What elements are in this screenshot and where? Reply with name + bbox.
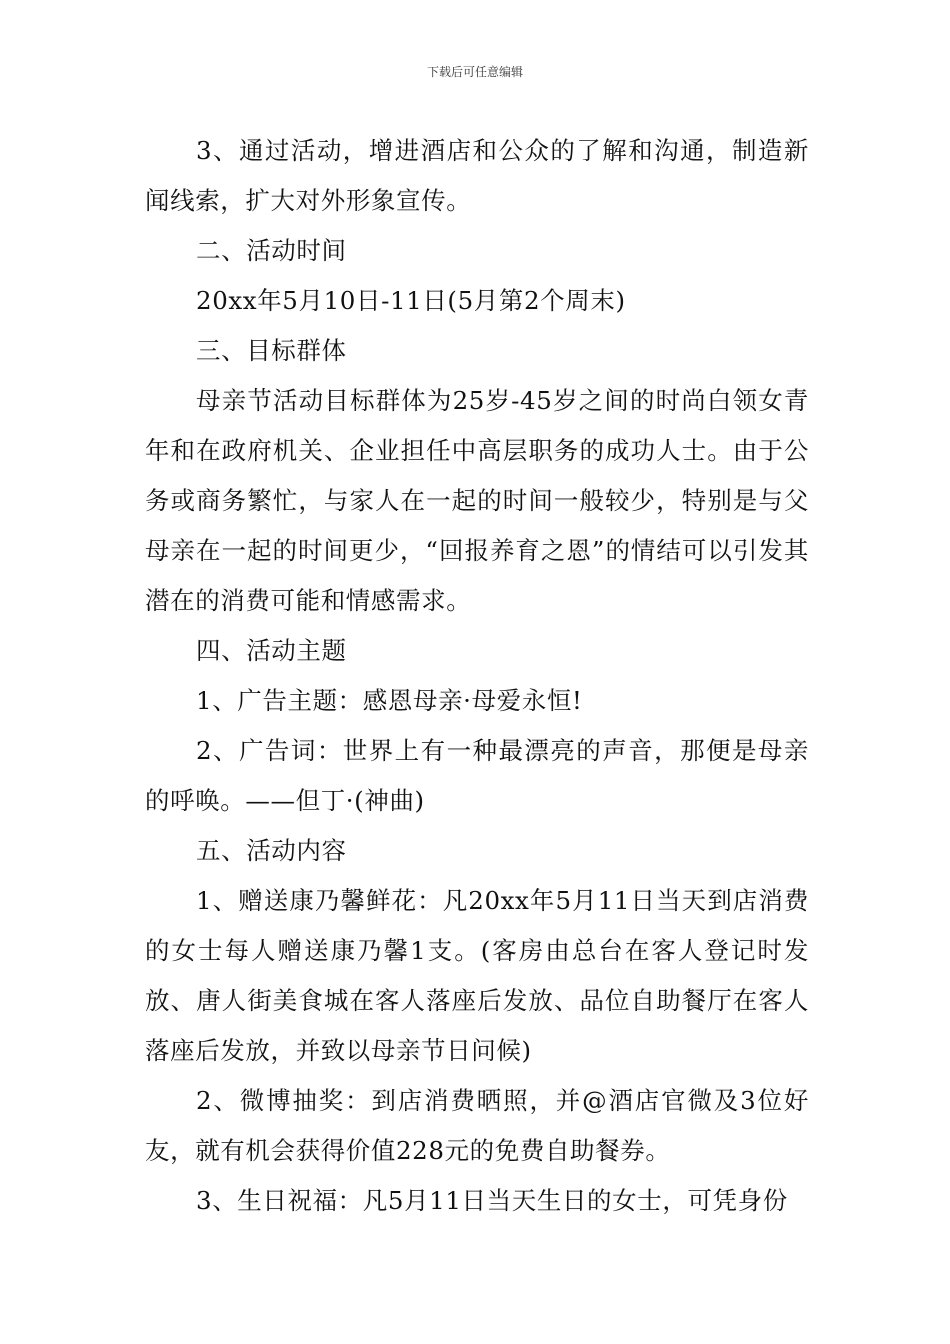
section-heading-target-group: 三、目标群体 xyxy=(196,336,347,365)
document-body xyxy=(145,126,809,1226)
paragraph-goal-3: 3、通过活动，增进酒店和公众的了解和沟通，制造新闻线索，扩大对外形象宣传。 xyxy=(145,136,809,215)
paragraph-carnation-gift: 1、赠送康乃馨鲜花：凡20xx年5月11日当天到店消费的女士每人赠送康乃馨1支。(客房由总台在客人登记时发放、唐人街美食城在客人落座后发放、品位自助餐厅在客人落座后发放，并致以母亲节日问候) xyxy=(145,886,809,1065)
paragraph-activity-dates: 20xx年5月10日-11日(5月第2个周末) xyxy=(196,286,626,315)
section-heading-activity-theme: 四、活动主题 xyxy=(196,636,347,665)
page-header-note: 下载后可任意编辑 xyxy=(426,65,523,79)
paragraph-ad-slogan: 2、广告词：世界上有一种最漂亮的声音，那便是母亲的呼唤。——但丁·(神曲) xyxy=(145,736,809,815)
paragraph-weibo-lottery: 2、微博抽奖：到店消费晒照，并@酒店官微及3位好友，就有机会获得价值228元的免费自助餐券。 xyxy=(145,1086,809,1165)
section-heading-activity-content: 五、活动内容 xyxy=(196,836,347,865)
section-heading-activity-time: 二、活动时间 xyxy=(196,236,347,265)
paragraph-ad-theme: 1、广告主题：感恩母亲·母爱永恒! xyxy=(196,686,583,715)
paragraph-birthday-blessing: 3、生日祝福：凡5月11日当天生日的女士，可凭身份 xyxy=(196,1186,788,1215)
paragraph-target-group: 母亲节活动目标群体为25岁-45岁之间的时尚白领女青年和在政府机关、企业担任中高层职务的成功人士。由于公务或商务繁忙，与家人在一起的时间一般较少，特别是与父母亲在一起的时间更少，“回报养育之恩”的情结可以引发其潜在的消费可能和情感需求。 xyxy=(145,386,809,615)
